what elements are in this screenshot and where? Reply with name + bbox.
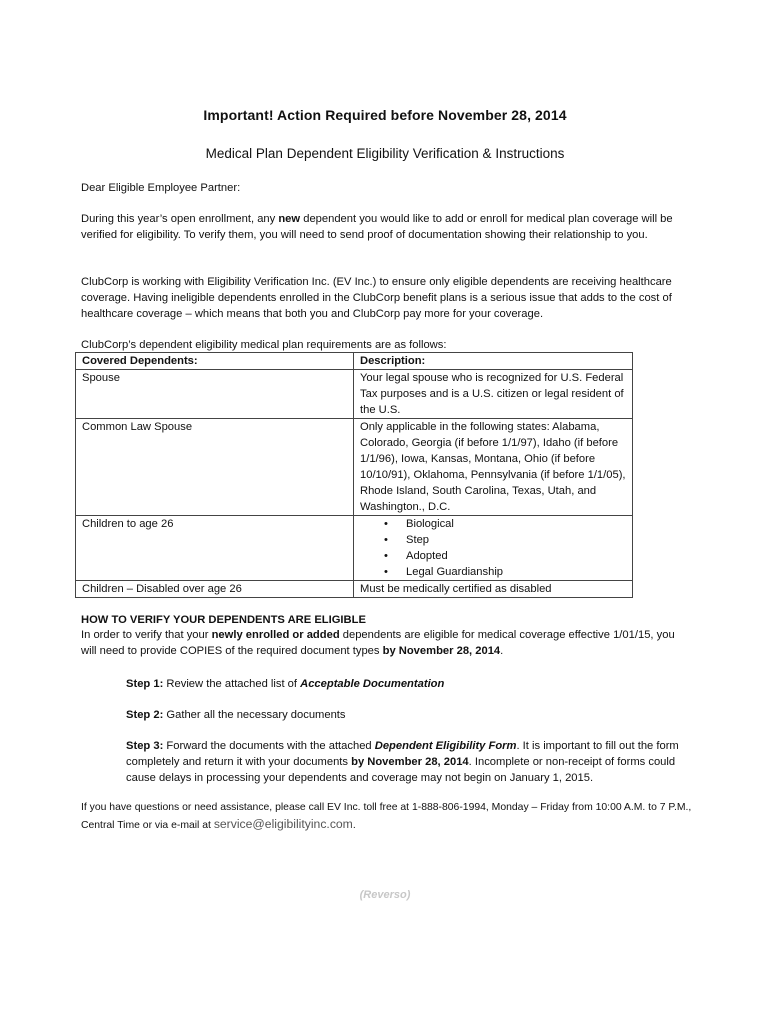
step-text-2: . It is important to fill out the form completely and return it with your documents xyxy=(126,740,679,768)
step-label: Step 3: xyxy=(126,740,164,752)
step-label: Step 2: xyxy=(126,709,164,721)
step-emphasis: Acceptable Documentation xyxy=(300,678,445,690)
header-description: Description: xyxy=(354,353,633,370)
intro-text-2: dependent you would like to add or enroll for medical plan coverage will be verified for eligibility. To verify them, you will need to send proof of documentation showing their relationship to you. xyxy=(81,213,673,241)
how-text-1: In order to verify that your xyxy=(81,629,212,641)
how-text-bold-1: newly enrolled or added xyxy=(211,629,340,641)
step-deadline: by November 28, 2014 xyxy=(351,756,469,768)
children-types-list xyxy=(360,516,626,580)
description-cell xyxy=(354,516,633,581)
section-heading: HOW TO VERIFY YOUR DEPENDENTS ARE ELIGIBLE xyxy=(81,614,366,626)
how-text-2: dependents are eligible for medical coverage effective 1/01/15, you will need to provide COPIES of the required document types xyxy=(81,629,675,657)
how-text-3: . xyxy=(500,645,504,657)
reverso-mark: (Reverso) xyxy=(359,889,411,901)
description-cell: Only applicable in the following states: Alabama, Colorado, Georgia (if before 1/1/97), Idaho (if before 1/1/96), Iowa, Kansas, Montana, Ohio (if before 10/10/91), Oklahoma, Pennsylvania (if before 1/1/05), Rhode Island, South Carolina, Texas, Utah, and Washington., D.C. xyxy=(354,419,633,516)
intro-paragraph xyxy=(81,211,693,243)
table-row xyxy=(76,419,633,516)
step-label: Step 1: xyxy=(126,678,164,690)
contact-text: If you have questions or need assistance, please call EV Inc. toll free at 1-888-806-1994, Monday – Friday from 10:00 A.M. to 7 P.M., Central Time or via e-mail at xyxy=(81,802,692,831)
list-item: • Adopted xyxy=(406,548,626,564)
step-text: Review the attached list of xyxy=(163,678,301,690)
list-item: • Step xyxy=(406,532,626,548)
requirements-table xyxy=(75,352,633,598)
list-item: • Legal Guardianship xyxy=(406,564,626,580)
dependent-cell: Spouse xyxy=(76,370,354,419)
dependent-cell: Common Law Spouse xyxy=(76,419,354,516)
step-3 xyxy=(126,738,686,786)
intro-text-1: During this year’s open enrollment, any xyxy=(81,213,279,225)
dependent-cell: Children – Disabled over age 26 xyxy=(76,581,354,598)
step-text-3: . Incomplete or non-receipt of forms could cause delays in processing your dependents and coverage may not begin on January 1, 2015. xyxy=(126,756,676,784)
table-header-row xyxy=(76,353,633,370)
description-cell: Your legal spouse who is recognized for U.S. Federal Tax purposes and is a U.S. citizen or legal resident of the U.S. xyxy=(354,370,633,419)
table-row xyxy=(76,370,633,419)
step-emphasis: Dependent Eligibility Form xyxy=(374,740,517,752)
clubcorp-paragraph: ClubCorp is working with Eligibility Verification Inc. (EV Inc.) to ensure only eligible dependents are receiving healthcare coverage. Having ineligible dependents enrolled in the ClubCorp benefit plans is a serious issue that adds to the cost of healthcare coverage – which means that both you and ClubCorp pay more for your coverage. xyxy=(81,276,672,320)
step-1 xyxy=(126,676,686,692)
table-row xyxy=(76,516,633,581)
step-text: Gather all the necessary documents xyxy=(163,709,346,721)
how-paragraph xyxy=(81,627,693,659)
contact-paragraph xyxy=(81,800,701,834)
email-link[interactable]: service@eligibilityinc.com xyxy=(213,817,353,831)
contact-end: . xyxy=(352,820,356,831)
how-text-bold-2: by November 28, 2014 xyxy=(382,645,501,657)
step-2 xyxy=(126,707,686,723)
intro-text-bold: new xyxy=(278,213,301,225)
page-title: Important! Action Required before November 28, 2014 xyxy=(203,107,567,123)
table-row xyxy=(76,581,633,598)
step-text-1: Forward the documents with the attached xyxy=(163,740,375,752)
dependent-cell: Children to age 26 xyxy=(76,516,354,581)
header-covered-dependents: Covered Dependents: xyxy=(76,353,354,370)
requirements-intro: ClubCorp’s dependent eligibility medical plan requirements are as follows: xyxy=(81,339,447,351)
salutation: Dear Eligible Employee Partner: xyxy=(81,182,241,194)
description-cell: Must be medically certified as disabled xyxy=(354,581,633,598)
page-subtitle: Medical Plan Dependent Eligibility Verification & Instructions xyxy=(205,146,565,161)
list-item: • Biological xyxy=(406,516,626,532)
